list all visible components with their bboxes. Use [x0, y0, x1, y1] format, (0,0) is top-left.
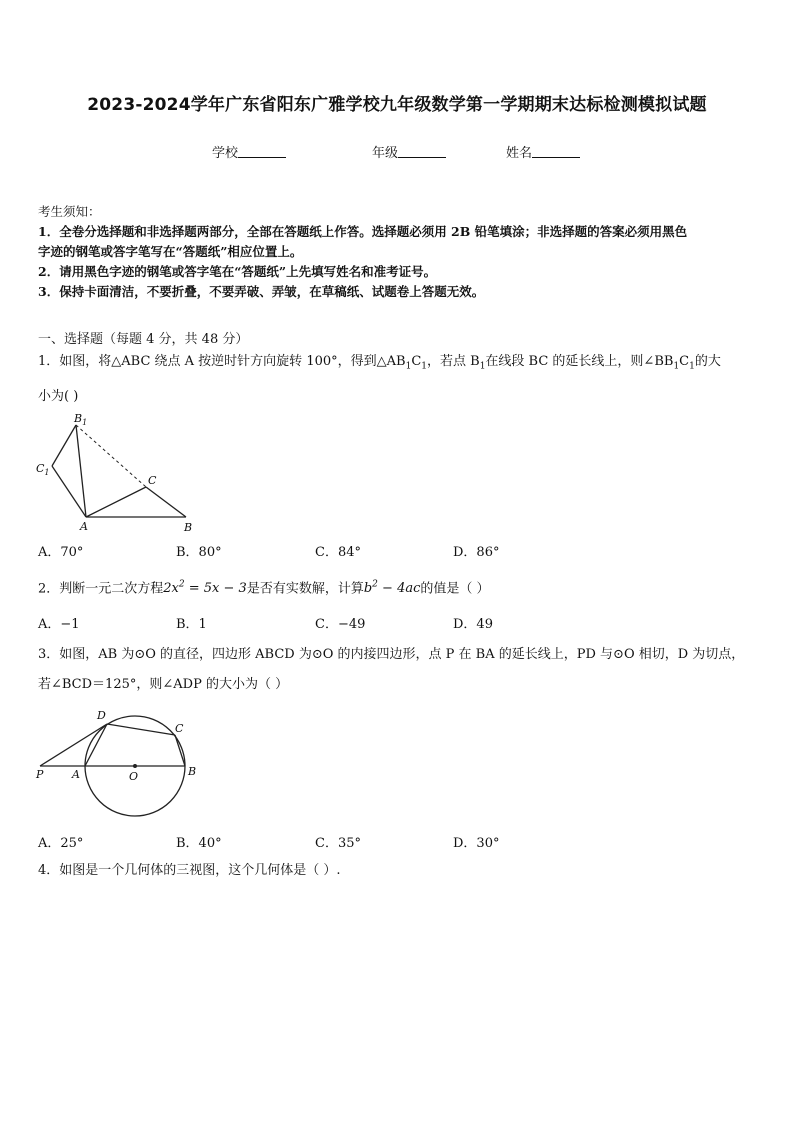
section-heading: 一、选择题（每题 4 分，共 48 分）	[38, 332, 249, 347]
option-d[interactable]: D．49	[453, 617, 493, 632]
segment-c-b	[146, 487, 186, 517]
school-label: 学校	[212, 146, 239, 161]
label-c: C	[148, 474, 157, 487]
question-1-line-2: 小为( )	[38, 388, 79, 404]
grade-field	[372, 142, 446, 161]
segment-b1-c1	[52, 425, 76, 466]
label-p: P	[36, 768, 44, 781]
option-c[interactable]: C．35°	[315, 836, 361, 851]
option-d[interactable]: D．86°	[453, 545, 500, 560]
question-3-options	[38, 832, 758, 850]
option-c[interactable]: C．84°	[315, 545, 361, 560]
question-1	[38, 347, 758, 412]
question-2-options	[38, 613, 758, 631]
label-b: B	[188, 765, 197, 778]
question-3-line-1: 3．如图，AB 为⊙O 的直径，四边形 ABCD 为⊙O 的内接四边形，点 P 在 BA 的延长线上，PD 与⊙O 相切，D 为切点，	[38, 647, 745, 662]
school-blank	[238, 145, 286, 158]
segment-a-c	[86, 487, 146, 517]
notice-heading: 考生须知：	[38, 204, 101, 219]
question-1-figure	[30, 408, 210, 536]
school-field	[212, 142, 286, 161]
discriminant: $b^2 - 4ac$	[363, 580, 421, 597]
label-b: B	[184, 521, 193, 534]
grade-blank	[398, 145, 446, 158]
option-a[interactable]: A．−1	[38, 617, 80, 632]
option-b[interactable]: B．1	[176, 617, 207, 632]
question-3-line-2: 若∠BCD＝125°，则∠ADP 的大小为（ ）	[38, 677, 289, 692]
name-blank	[532, 145, 580, 158]
option-b[interactable]: B．80°	[176, 545, 222, 560]
label-c1: $C_1$	[36, 462, 50, 477]
option-d[interactable]: D．30°	[453, 836, 500, 851]
label-c: C	[175, 722, 184, 735]
grade-label: 年级	[372, 146, 399, 161]
question-3-figure	[30, 702, 210, 824]
option-a[interactable]: A．70°	[38, 545, 84, 560]
label-b1: $B_1$	[74, 412, 88, 427]
label-d: D	[97, 709, 106, 722]
option-a[interactable]: A．25°	[38, 836, 84, 851]
equation: $2x^2 = 5x - 3$	[163, 580, 247, 597]
center-point	[133, 764, 137, 768]
label-a: A	[72, 768, 80, 781]
page-title: 2023-2024学年广东省阳东广雅学校九年级数学第一学期期末达标检测模拟试题	[87, 95, 707, 115]
name-label: 姓名	[506, 146, 533, 161]
notice-item-2: 2．请用黑色字迹的钢笔或答字笔在“答题纸”上先填写姓名和准考证号。	[38, 264, 437, 279]
name-field	[506, 142, 580, 161]
question-1-line-1: 1．如图，将△ABC 绕点 A 按逆时针方向旋转 100°，得到$\triangle AB_1C_1$，若点 $B_1$在线段 BC 的延长线上，则$\angle BB_1C_1$的大	[38, 354, 721, 372]
segment-c-b	[175, 735, 185, 766]
label-a: A	[80, 520, 88, 533]
tangent-pd	[40, 724, 107, 766]
option-c[interactable]: C．−49	[315, 617, 366, 632]
option-b[interactable]: B．40°	[176, 836, 222, 851]
notice-item-1: 1．全卷分选择题和非选择题两部分，全部在答题纸上作答。选择题必须用 2B 铅笔填涂；非选择题的答案必须用黑色	[38, 224, 688, 239]
notice-item-3: 3．保持卡面清洁，不要折叠，不要弄破、弄皱，在草稿纸、试题卷上答题无效。	[38, 284, 485, 299]
exam-notice	[38, 202, 758, 302]
question-2: 2．判断一元二次方程$2x^2 = 5x - 3$是否有实数解，计算$b^2 - 4ac$的值是（ ）	[38, 580, 490, 597]
question-1-options	[38, 541, 758, 559]
dashed-extension	[76, 425, 146, 487]
notice-item-1-cont: 字迹的钢笔或答字笔写在“答题纸”相应位置上。	[38, 244, 303, 259]
label-o: O	[129, 770, 139, 783]
question-3	[38, 640, 758, 700]
question-4: 4．如图是一个几何体的三视图，这个几何体是（ ）.	[38, 863, 341, 878]
